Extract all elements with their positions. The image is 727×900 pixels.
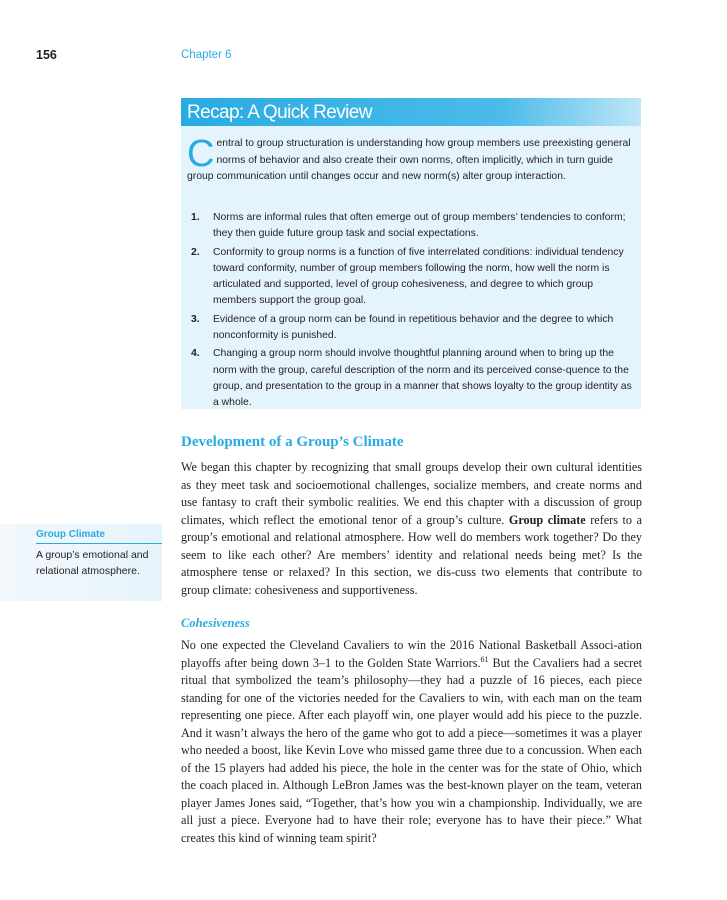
recap-box <box>181 98 641 409</box>
climate-paragraph <box>181 459 642 599</box>
recap-item <box>191 346 635 411</box>
recap-item-text: Conformity to group norms is a function of five interrelated conditions: individual tendency toward conformity, number of group members following the norm, how well the norm is articulated and supported, level of group cohesiveness, and degree to which group members support the group goal. <box>213 246 624 307</box>
recap-item <box>191 245 635 310</box>
recap-item-text: Changing a group norm should involve thoughtful planning around when to bring up the norm with the group, careful description of the norm and its perceived conse-quence to the group, and presentation to the group in a manner that shows loyalty to the group identity as a whole. <box>213 348 632 409</box>
recap-intro <box>187 133 635 186</box>
page-number: 156 <box>36 48 57 62</box>
climate-paragraph-intro: We began this chapter by recognizing that small groups develop their own cultural identities as they meet task and socioemotional challenges, socialize members, and create norms and use fantasy to craft their symbolic realities. We end this chapter with a discussion of group climates, which reflect the emotional tenor of a group’s culture. <box>181 460 642 527</box>
recap-item-number: 3. <box>191 313 200 325</box>
subsection-heading: Cohesiveness <box>181 616 250 630</box>
footnote-marker: 61 <box>480 654 489 664</box>
key-term-group-climate: Group climate <box>508 512 586 527</box>
climate-paragraph-rest: refers to a group’s emotional and relational atmosphere. How well do members work together? Do they seem to like each other? Are members’ identity and relational needs being met? Is the atmosphere tense or relaxed? In this section, we dis-cuss two elements that contribute to group climate: cohesiveness and supportiveness. <box>181 512 642 597</box>
recap-item-text: Norms are informal rules that often emerge out of group members’ tendencies to conform; they then guide future group task and social expectations. <box>213 212 626 240</box>
dropcap: C <box>187 133 215 175</box>
recap-title: Recap: A Quick Review <box>181 98 641 126</box>
glossary-term: Group Climate <box>36 529 105 540</box>
glossary-definition: A group’s emotional and relational atmosphere. <box>36 549 149 577</box>
glossary-sidebar <box>0 524 162 601</box>
cohesiveness-paragraph-rest: But the Cavaliers had a secret ritual that symbolized the team’s philosophy—they had a puzzle of 16 pieces, each piece standing for one of the victories needed for the Cavaliers to win, with each man on the team representing one piece. After each playoff win, one player would add his piece to the puzzle. And it wasn’t always the hero of the game who got to add a piece—sometimes it was a player who needed a boost, like Kevin Love who missed game three due to a concussion. When each of the 15 players had added his piece, the hole in the center was for the state of Ohio, which the coach placed in. Although LeBron James was the best-known player on the team, veteran player James Jones said, “Together, that’s how you win a championship. Individually, we are all just a piece. Everyone had to have their role; everyone has to have their piece.” What creates this kind of winning team spirit? <box>181 655 642 845</box>
chapter-label: Chapter 6 <box>181 49 232 61</box>
recap-list <box>191 210 635 412</box>
recap-item <box>191 210 635 243</box>
cohesiveness-paragraph-start: No one expected the Cleveland Cavaliers to win the 2016 National Basketball Associ-ation playoffs after being down 3–1 to the Golden State Warriors. <box>181 638 642 670</box>
cohesiveness-paragraph <box>181 637 642 847</box>
recap-item-text: Evidence of a group norm can be found in repetitious behavior and the degree to which nonconformity is punished. <box>213 313 614 342</box>
recap-item-number: 4. <box>191 348 200 360</box>
recap-item-number: 2. <box>191 246 200 258</box>
section-heading: Development of a Group’s Climate <box>181 434 404 450</box>
recap-intro-text: entral to group structuration is understanding how group members use preexisting general norms of behavior and also create their own norms, often implicitly, which in turn guide group communication until changes occur and new norm(s) alter group interaction. <box>187 138 631 183</box>
recap-item-number: 1. <box>191 212 200 223</box>
glossary-rule <box>36 543 162 544</box>
recap-item <box>191 312 635 345</box>
